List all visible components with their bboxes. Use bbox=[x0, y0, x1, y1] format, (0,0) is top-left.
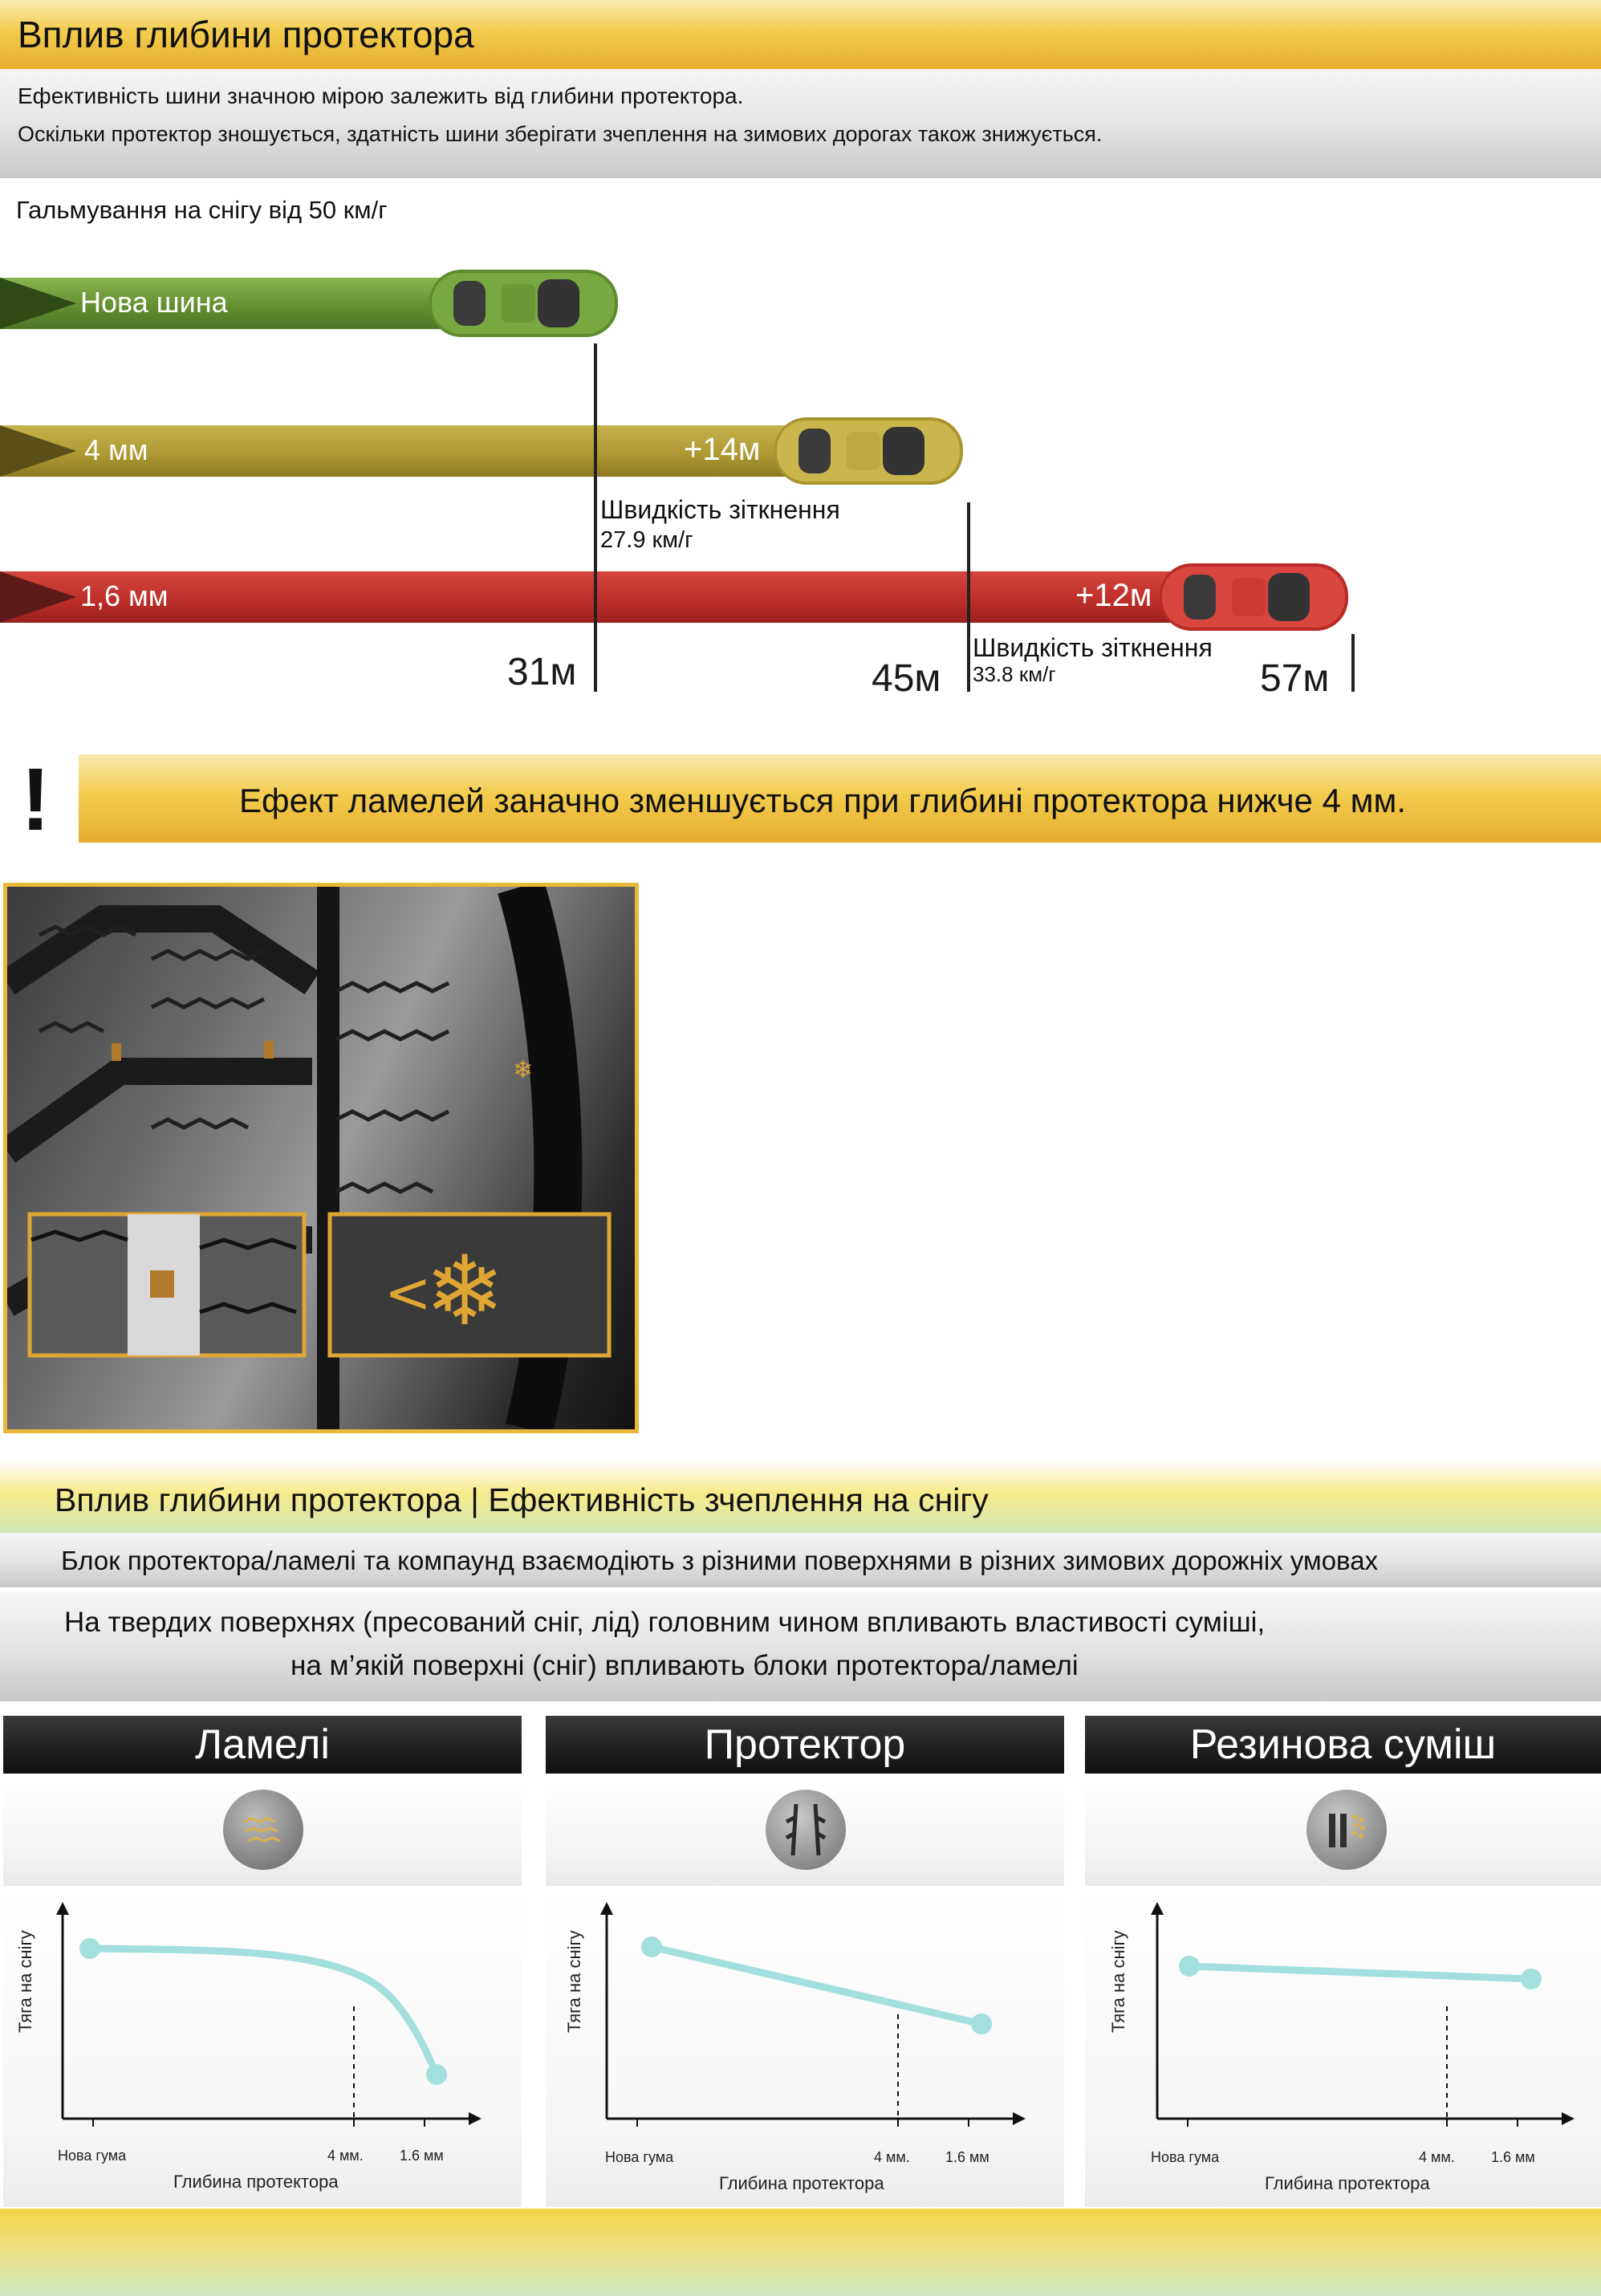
svg-text:❄: ❄ bbox=[513, 1056, 534, 1084]
tick-label-16mm-sipes: 1.6 мм bbox=[400, 2148, 444, 2164]
distance-31: 31м bbox=[507, 651, 577, 693]
page-title: Вплив глибини протектора bbox=[18, 14, 474, 55]
track-label-4mm: 4 мм bbox=[84, 433, 148, 466]
svg-text:<: < bbox=[384, 1260, 432, 1326]
axis-x-arrow-compound bbox=[1562, 2112, 1575, 2125]
section2-band-1 bbox=[0, 1533, 1601, 1587]
tick-label-new-tread: Нова гума bbox=[605, 2149, 674, 2165]
warning-bar bbox=[79, 754, 1601, 843]
tick-label-new-sipes: Нова гума bbox=[58, 2148, 127, 2164]
tire-tread-graphic bbox=[7, 887, 635, 1429]
section2-band-2-line2: на м’якій поверхні (сніг) впливають блоки протектора/ламелі bbox=[291, 1650, 1079, 1681]
collision-speed-1: 27.9 км/г bbox=[600, 527, 693, 553]
curve-compound bbox=[1189, 1966, 1531, 1979]
track-arrow-1-6mm bbox=[0, 571, 76, 623]
collision-speed-2: 33.8 км/г bbox=[973, 662, 1056, 686]
point-end-compound bbox=[1521, 1969, 1542, 1989]
x-label-sipes: Глибина протектора bbox=[173, 2172, 339, 2192]
section2-title-bar bbox=[0, 1461, 1601, 1533]
point-start-tread bbox=[641, 1936, 662, 1957]
tick-label-16mm-tread: 1.6 мм bbox=[945, 2149, 989, 2165]
point-end-tread bbox=[971, 2014, 992, 2034]
x-label-compound: Глибина протектора bbox=[1265, 2173, 1430, 2193]
title-bar bbox=[0, 0, 1601, 69]
axis-x-arrow-tread bbox=[1013, 2112, 1026, 2125]
marker-line-45 bbox=[967, 502, 970, 692]
footer-band bbox=[0, 2209, 1601, 2296]
curve-sipes bbox=[90, 1949, 437, 2075]
tread-icon bbox=[766, 1790, 846, 1870]
intro-line-1: Ефективність шини значною мірою залежить від глибини протектора. bbox=[18, 83, 744, 108]
braking-heading: Гальмування на снігу від 50 км/г bbox=[16, 196, 388, 224]
panel-title-sipes: Ламелі bbox=[195, 1721, 330, 1768]
collision-title-2: Швидкість зіткнення bbox=[973, 633, 1213, 662]
tire-photo bbox=[3, 883, 639, 1433]
section2-band-2 bbox=[0, 1592, 1601, 1701]
axis-y-arrow-compound bbox=[1151, 1902, 1164, 1915]
x-label-tread: Глибина протектора bbox=[719, 2173, 884, 2193]
car-green-icon bbox=[425, 263, 626, 343]
tick-label-4mm-tread: 4 мм. bbox=[874, 2149, 910, 2165]
section2-band-1-text: Блок протектора/ламелі та компаунд взаємодіють з різними поверхнями в різних зимових дорожніх умовах bbox=[61, 1546, 1379, 1575]
tick-label-4mm-sipes: 4 мм. bbox=[327, 2148, 364, 2164]
track-extra-4mm: +14м bbox=[684, 432, 761, 467]
collision-title-1: Швидкість зіткнення bbox=[600, 495, 840, 524]
compound-icon-glyph bbox=[1306, 1790, 1387, 1870]
axis-x-arrow-sipes bbox=[469, 2112, 482, 2125]
tick-label-16mm-compound: 1.6 мм bbox=[1491, 2149, 1535, 2165]
panel-header-sipes bbox=[3, 1716, 522, 1774]
svg-text:❄: ❄ bbox=[425, 1236, 506, 1347]
axis-y-arrow-tread bbox=[600, 1902, 613, 1915]
distance-57: 57м bbox=[1260, 657, 1330, 700]
axis-y-arrow-sipes bbox=[56, 1902, 69, 1915]
panel-header-tread bbox=[546, 1716, 1064, 1774]
y-label-sipes: Тяга на снігу bbox=[15, 1930, 35, 2033]
tick-label-new-compound: Нова гума bbox=[1151, 2149, 1220, 2165]
section2-title: Вплив глибини протектора | Ефективність зчеплення на снігу bbox=[55, 1481, 989, 1518]
point-start-compound bbox=[1179, 1956, 1200, 1977]
collision-label-1 bbox=[600, 494, 840, 555]
panel-header-compound bbox=[1085, 1716, 1601, 1774]
sipe-icon bbox=[223, 1790, 303, 1870]
point-start-sipes bbox=[79, 1938, 100, 1959]
intro-line-2: Оскільки протектор зношується, здатність шини зберігати зчеплення на зимових дорогах також знижується. bbox=[18, 122, 1103, 146]
warning-mark-icon: ! bbox=[21, 750, 51, 849]
marker-line-57 bbox=[1351, 634, 1355, 692]
car-olive-icon bbox=[770, 411, 971, 491]
curve-tread bbox=[652, 1947, 981, 2024]
point-end-sipes bbox=[426, 2064, 447, 2085]
track-arrow-new bbox=[0, 278, 76, 329]
y-label-compound: Тяга на снігу bbox=[1108, 1930, 1128, 2033]
intro-band bbox=[0, 69, 1601, 178]
panel-title-tread: Протектор bbox=[704, 1721, 906, 1768]
collision-label-2 bbox=[973, 632, 1213, 685]
tick-label-4mm-compound: 4 мм. bbox=[1419, 2149, 1455, 2165]
car-red-icon bbox=[1156, 557, 1356, 637]
marker-line-31 bbox=[594, 343, 597, 692]
distance-45: 45м bbox=[872, 657, 941, 700]
panel-title-compound: Резинова суміш bbox=[1189, 1721, 1497, 1768]
y-label-tread: Тяга на снігу bbox=[564, 1930, 584, 2033]
tread-icon-glyph bbox=[766, 1790, 846, 1870]
track-extra-1-6mm: +12м bbox=[1075, 578, 1152, 613]
track-arrow-4mm bbox=[0, 425, 76, 477]
section2-band-2-line1: На твердих поверхнях (пресований сніг, лід) головним чином впливають властивості суміші, bbox=[64, 1607, 1266, 1638]
track-label-new: Нова шина bbox=[80, 286, 228, 319]
sipe-icon-glyph bbox=[223, 1790, 303, 1870]
compound-icon bbox=[1306, 1790, 1387, 1870]
track-label-1-6mm: 1,6 мм bbox=[80, 579, 169, 612]
warning-text: Ефект ламелей заначно зменшується при глибині протектора нижче 4 мм. bbox=[239, 782, 1407, 819]
